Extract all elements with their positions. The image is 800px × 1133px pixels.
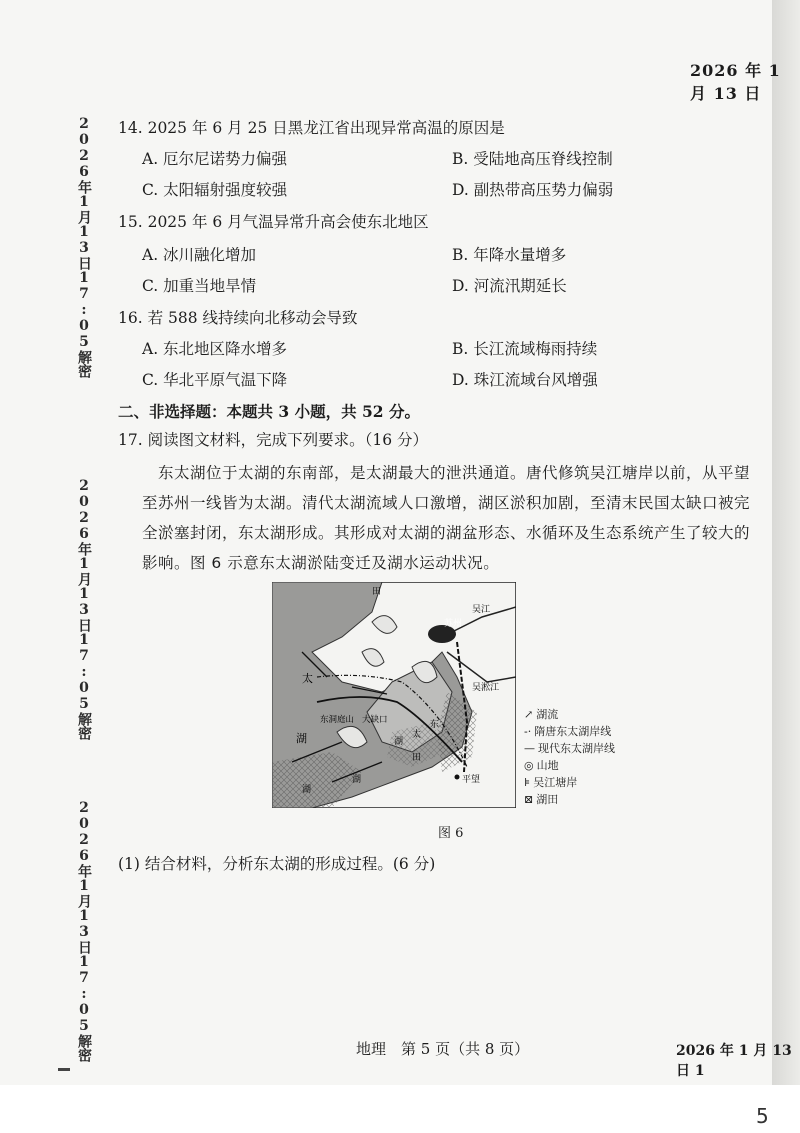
question-15-option-b: B. 年降水量增多 [452,246,567,264]
label-wusong: 吴淞江 [472,683,500,693]
legend-item-current: ↗ 湖流 [524,708,559,721]
legend-symbol-field-icon: ⊠ [524,793,534,806]
question-14-stem: 14. 2025 年 6 月 25 日黑龙江省出现异常高温的原因是 [118,119,505,137]
question-14-option-b: B. 受陆地高压脊线控制 [452,150,613,168]
question-15-option-c: C. 加重当地旱情 [142,277,257,295]
question-15-stem: 15. 2025 年 6 月气温异常升高会使东北地区 [118,213,429,231]
label-lake-4: 湖 [352,775,362,785]
question-16-option-b: B. 长江流域梅雨持续 [452,340,598,358]
question-16-option-c: C. 华北平原气温下降 [142,371,288,389]
legend-item-sui-tang-shore: -· 隋唐东太湖岸线 [524,725,612,738]
question-17-sub-1: (1) 结合材料，分析东太湖的形成过程。(6 分) [118,855,436,873]
east-taihu-map [272,582,516,808]
question-16-option-a: A. 东北地区降水增多 [142,340,288,358]
label-hu: 湖 [296,732,307,745]
label-suzhou: 苏州 [444,619,463,629]
side-watermark-2: 2026年1月13日17:05解密 [76,478,92,740]
question-17-stem: 17. 阅读图文材料，完成下列要求。（16 分） [118,431,428,449]
page-edge-shadow [772,0,800,1085]
corner-page-number: 5 [756,1104,769,1128]
section-title: 二、非选择题：本题共 3 小题，共 52 分。 [118,402,420,421]
legend-symbol-solid: — [524,742,535,755]
label-field-1: 田 [372,587,382,597]
label-dagap: 大缺口 [362,715,388,725]
margin-mark [58,1068,70,1071]
question-17-material [142,458,750,578]
legend-item-modern-shore: — 现代东太湖岸线 [524,742,615,755]
label-dongshan: 东洞庭山 [320,715,355,725]
label-wujiang: 吴江 [472,605,491,615]
pingwang-marker [455,775,460,780]
label-pingwang: 平望 [462,775,481,785]
legend-item-mountain: ◎ 山地 [524,759,559,772]
side-watermark-1: 2026年1月13日17:05解密 [76,116,92,378]
page-footer: 地理 第 5 页（共 8 页） [356,1040,530,1058]
bottom-margin [0,1085,800,1133]
legend-item-embankment: ⊧ 吴江塘岸 [524,776,578,789]
label-lake-3: 湖 [302,785,312,795]
figure-caption: 图 6 [438,826,464,841]
question-16-option-d: D. 珠江流域台风增强 [452,371,598,389]
side-watermark-3: 2026年1月13日17:05解密 [76,800,92,1062]
footer-date: 2026 年 1 月 13 日 1 [676,1043,792,1079]
question-14-option-d: D. 副热带高压势力偏弱 [452,181,614,199]
label-tai: 太 [302,672,313,685]
header-date: 2026 年 1 月 13 日 [690,61,781,103]
map-legend [524,706,615,808]
question-16-stem: 16. 若 588 线持续向北移动会导致 [118,309,358,327]
question-14-option-a: A. 厄尔尼诺势力偏强 [142,150,288,168]
question-17-paragraph: 东太湖位于太湖的东南部，是太湖最大的泄洪通道。唐代修筑吴江塘岸以前，从平望至苏州一线皆为太湖。清代太湖流域人口激增，湖区淤积加剧，至清末民国太缺口被完全淤塞封闭，东太湖形成。其形成对太湖的湖盆形态、水循环及生态系统产生了较大的影响。图 6 示意东太湖淤陆变迁及湖水运动状况。 [142,464,751,572]
legend-symbol-embankment: ⊧ [524,776,531,789]
label-east-2: 太 [412,730,422,740]
legend-symbol-mountain-icon: ◎ [524,759,534,772]
question-14-option-c: C. 太阳辐射强度较强 [142,181,288,199]
label-east-1: 东 [430,720,440,730]
legend-symbol-dashdot: -· [524,725,532,738]
question-15-option-d: D. 河流汛期延长 [452,277,567,295]
label-field-2: 田 [412,753,422,763]
label-east-3: 湖 [394,737,404,747]
legend-item-lake-field: ⊠ 湖田 [524,793,559,806]
legend-symbol-current: ↗ [524,708,534,721]
question-15-option-a: A. 冰川融化增加 [142,246,257,264]
